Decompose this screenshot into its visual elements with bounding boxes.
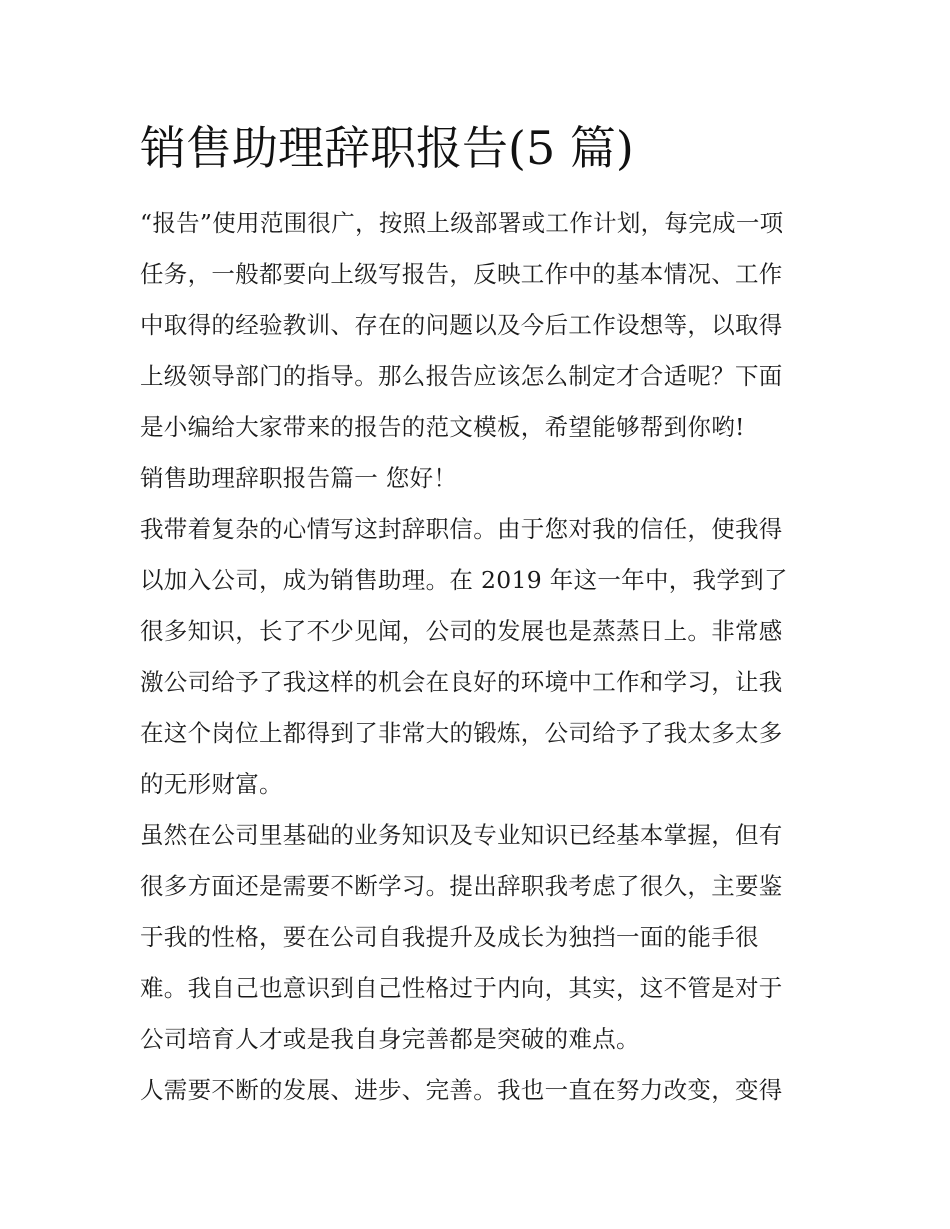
text-line: 中取得的经验教训、存在的问题以及今后工作设想等，以取得 [140, 311, 783, 339]
text-line: 人需要不断的发展、进步、完善。我也一直在努力改变，变得 [140, 1076, 783, 1104]
section-heading [140, 453, 820, 504]
text-line: 公司培育人才或是我自身完善都是突破的难点。 [140, 1025, 640, 1053]
body-paragraph-1 [140, 504, 820, 810]
text-line: 上级领导部门的指导。那么报告应该怎么制定才合适呢？下面 [140, 362, 783, 390]
text-line: 以加入公司，成为销售助理。在 2019 年这一年中，我学到了 [140, 566, 788, 594]
text-line: 我带着复杂的心情写这封辞职信。由于您对我的信任，使我得 [140, 515, 783, 543]
body-paragraph-2 [140, 810, 820, 1065]
text-line: 很多知识，长了不少见闻，公司的发展也是蒸蒸日上。非常感 [140, 617, 783, 645]
section-heading-text: 销售助理辞职报告篇一 您好！ [140, 464, 458, 492]
text-line: 于我的性格，要在公司自我提升及成长为独挡一面的能手很 [140, 923, 759, 951]
text-line: 的无形财富。 [140, 770, 283, 798]
text-line: 虽然在公司里基础的业务知识及专业知识已经基本掌握，但有 [140, 821, 783, 849]
text-line: 难。我自己也意识到自己性格过于内向，其实，这不管是对于 [140, 974, 783, 1002]
body-paragraph-3 [140, 1065, 820, 1116]
intro-paragraph [140, 198, 820, 453]
text-line: “报告”使用范围很广，按照上级部署或工作计划，每完成一项 [140, 209, 784, 237]
text-line: 任务，一般都要向上级写报告，反映工作中的基本情况、工作 [140, 260, 783, 288]
text-line: 是小编给大家带来的报告的范文模板，希望能够帮到你哟! [140, 413, 745, 441]
text-line: 很多方面还是需要不断学习。提出辞职我考虑了很久，主要鉴 [140, 872, 783, 900]
page-title: 销售助理辞职报告(5 篇) [140, 121, 634, 175]
document-body [140, 112, 820, 1116]
text-line: 激公司给予了我这样的机会在良好的环境中工作和学习，让我 [140, 668, 783, 696]
text-line: 在这个岗位上都得到了非常大的锻炼，公司给予了我太多太多 [140, 719, 783, 747]
